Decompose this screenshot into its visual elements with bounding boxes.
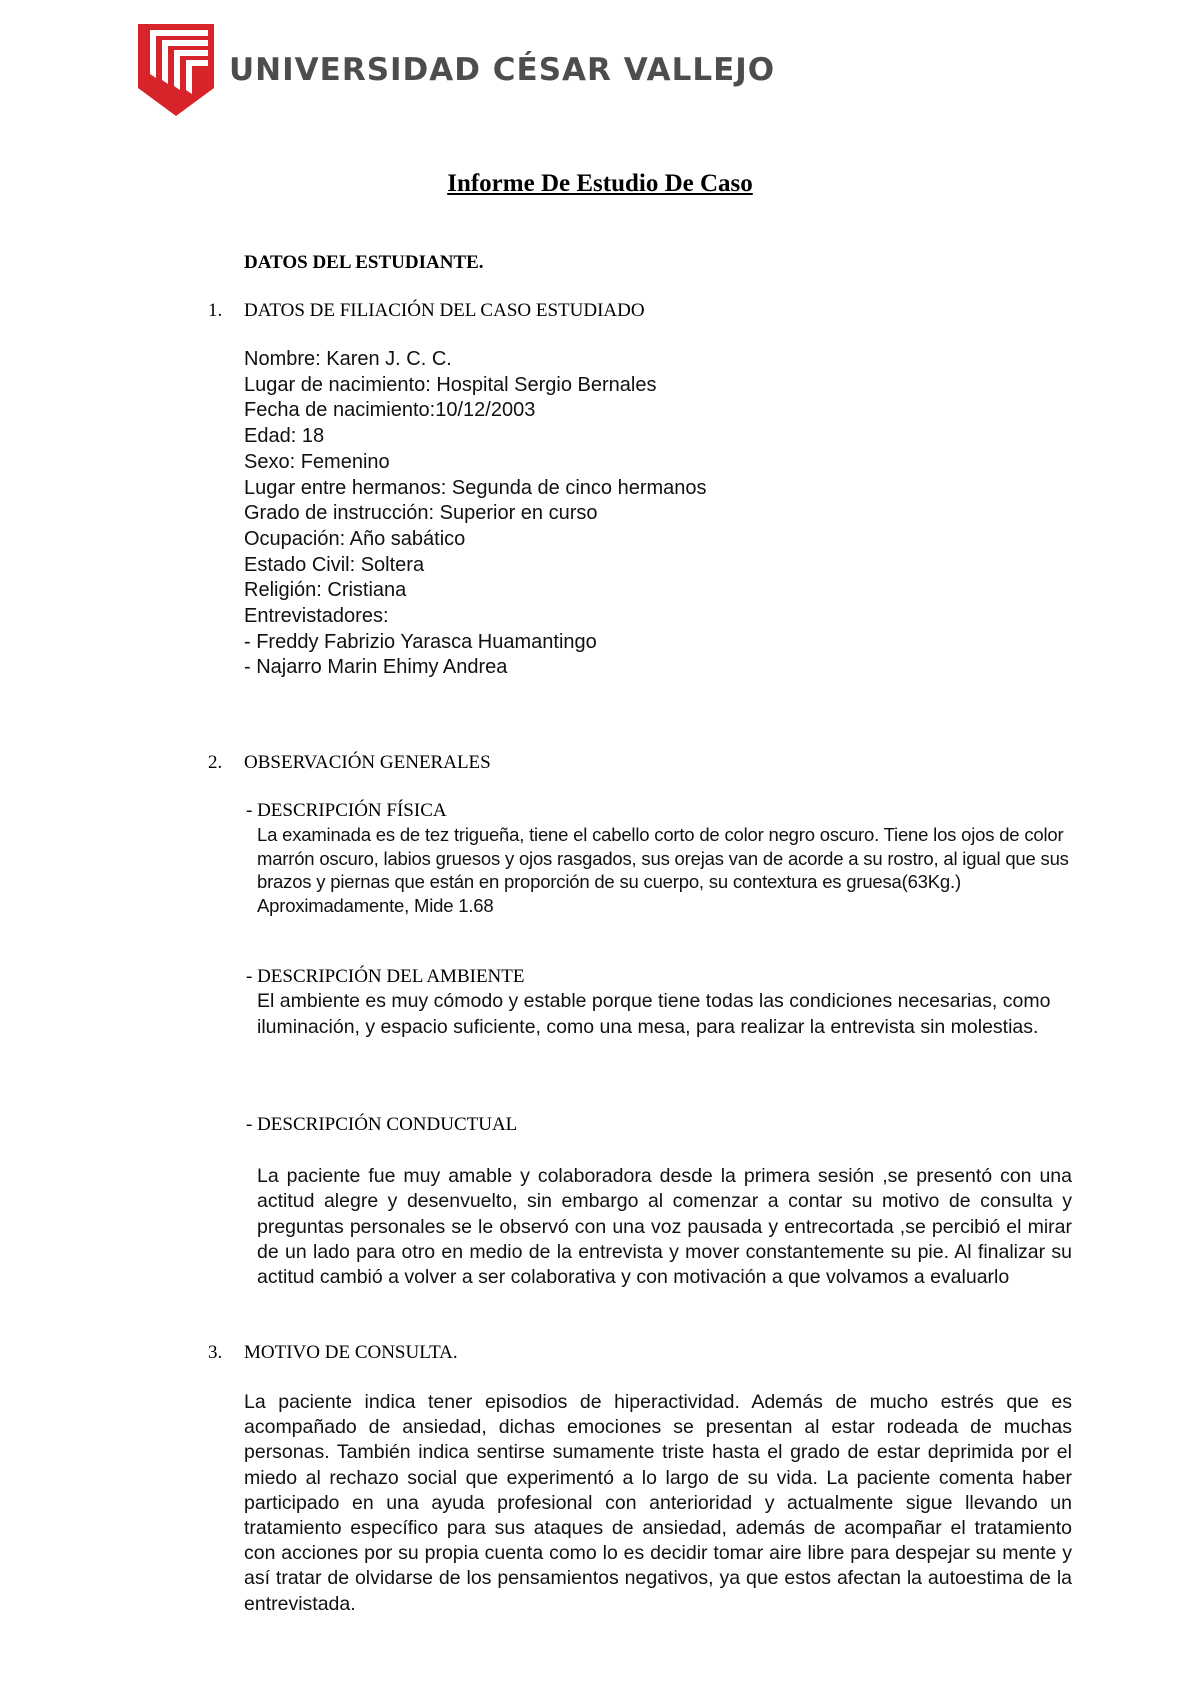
field-sexo: Sexo: Femenino [244,450,390,473]
filiation-fields [244,347,707,681]
environment-description-title: - DESCRIPCIÓN DEL AMBIENTE [246,966,525,987]
university-name: UNIVERSIDAD CÉSAR VALLEJO [229,52,776,88]
section-3-number: 3. [208,1342,223,1363]
field-estado-civil: Estado Civil: Soltera [244,553,425,576]
field-religion: Religión: Cristiana [244,579,407,602]
behavior-description-text: La paciente fue muy amable y colaboradora desde la primera sesión ,se presentó con una actitud alegre y desenvuelto, sin embargo al comenzar a contar su motivo de consulta y preguntas personales se le observó con una voz pausada y entrecortada ,se percibió el mirar de un lado para otro en medio de la entrevista y mover constantemente su pie. Al finalizar su actitud cambió a volver a ser colaborativa y con motivación a que volvamos a evaluarlo [257,1165,1072,1289]
field-ocupacion: Ocupación: Año sabático [244,527,466,550]
field-entrevistador-1: - Freddy Fabrizio Yarasca Huamantingo [244,630,597,653]
section-1-title: DATOS DE FILIACIÓN DEL CASO ESTUDIADO [244,300,645,321]
section-2-title: OBSERVACIÓN GENERALES [244,752,491,773]
student-data-heading: DATOS DEL ESTUDIANTE. [244,252,484,273]
ucv-shield-logo-icon [138,24,214,116]
field-nombre: Nombre: Karen J. C. C. [244,348,452,370]
field-grado-instruccion: Grado de instrucción: Superior en curso [244,502,598,525]
section-3-title: MOTIVO DE CONSULTA. [244,1342,458,1363]
physical-description-title: - DESCRIPCIÓN FÍSICA [246,800,447,821]
consultation-reason-text: La paciente indica tener episodios de hiperactividad. Además de mucho estrés que es acompañado de ansiedad, dichas emociones se presentan al estar rodeada de muchas personas. También indica sentirse sumamente triste hasta el grado de estar deprimida por el miedo al rechazo social que experimentó a lo largo de su vida. La paciente comenta haber participado en una ayuda profesional con anterioridad y actualmente sigue llevando un tratamiento específico para sus ataques de ansiedad, además de acompañar el tratamiento con acciones por su propia cuenta como lo es decidir tomar aire libre para despejar su mente y así tratar de olvidarse de los pensamientos negativos, ya que estos afectan la autoestima de la entrevistada. [244,1391,1072,1615]
field-fecha-nacimiento: Fecha de nacimiento:10/12/2003 [244,399,536,422]
field-edad: Edad: 18 [244,425,325,448]
section-1-number: 1. [208,300,223,321]
section-2-number: 2. [208,752,223,773]
field-entrevistador-2: - Najarro Marin Ehimy Andrea [244,656,508,679]
field-lugar-nacimiento: Lugar de nacimiento: Hospital Sergio Bernales [244,373,657,396]
environment-description-text: El ambiente es muy cómodo y estable porque tiene todas las condiciones necesarias, como iluminación, y espacio suficiente, como una mesa, para realizar la entrevista sin molestias. [257,990,1051,1038]
field-lugar-hermanos: Lugar entre hermanos: Segunda de cinco hermanos [244,476,707,499]
document-title: Informe De Estudio De Caso [447,170,753,197]
physical-description-text: La examinada es de tez trigueña, tiene el cabello corto de color negro oscuro. Tiene los ojos de color marrón oscuro, labios gruesos y ojos rasgados, sus orejas van de acorde a su rostro, al igual que sus brazos y piernas que están en proporción de su cuerpo, su contextura es gruesa(63Kg.) Aproximadamente, Mide 1.68 [257,824,1069,916]
behavior-description-title: - DESCRIPCIÓN CONDUCTUAL [246,1114,518,1135]
field-entrevistadores: Entrevistadores: [244,605,389,628]
